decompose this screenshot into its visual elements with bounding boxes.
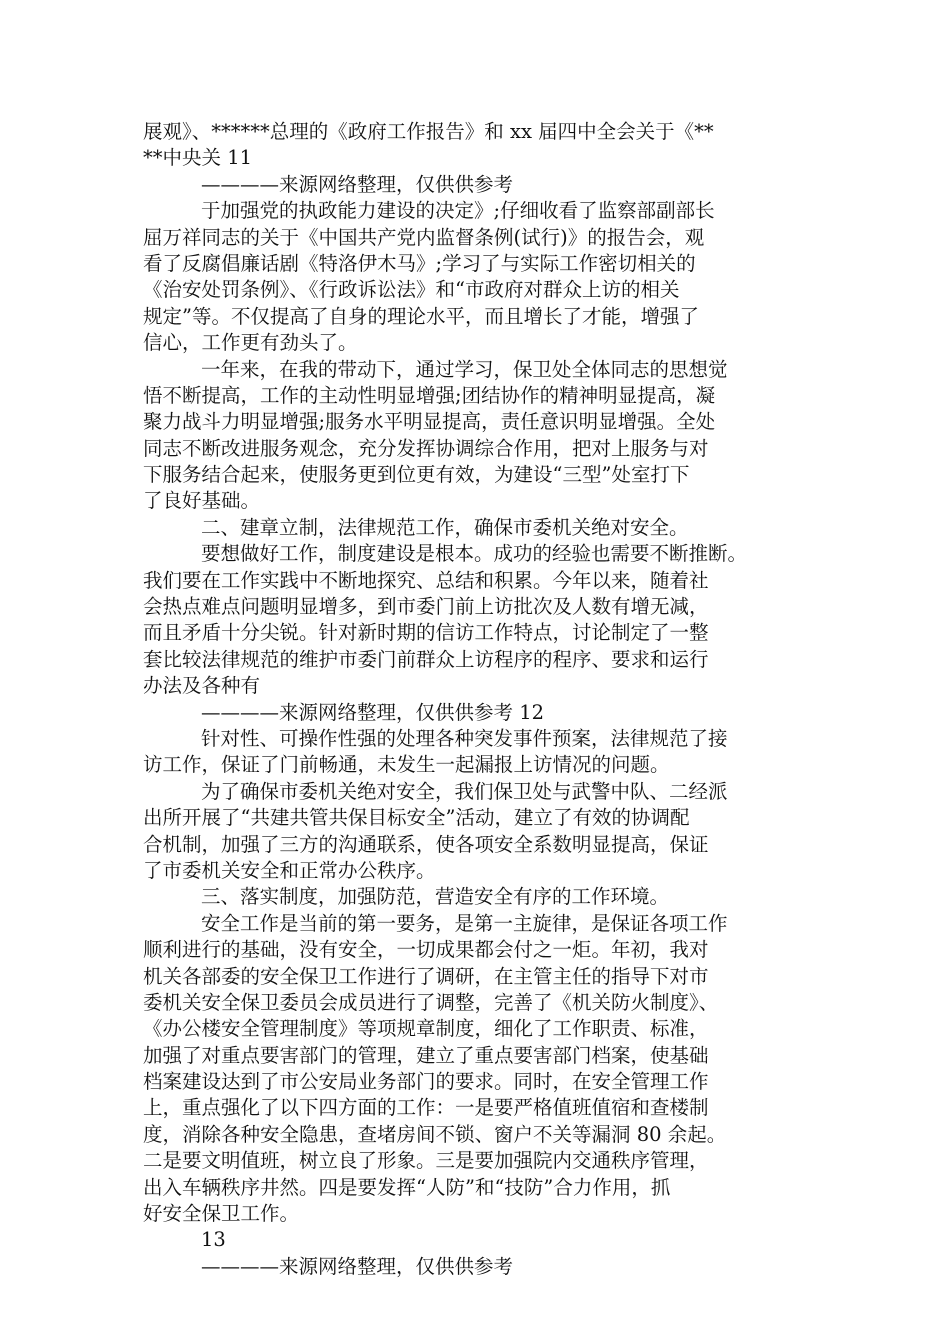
text-line: 三、落实制度，加强防范，营造安全有序的工作环境。 [201, 885, 670, 909]
text-line: 要想做好工作，制度建设是根本。成功的经验也需要不断推断。 [201, 542, 748, 566]
text-line: 上，重点强化了以下四方面的工作：一是要严格值班值宿和查楼制 [143, 1096, 709, 1120]
text-line: 展观》、******总理的《政府工作报告》和 xx 届四中全会关于《** [143, 120, 714, 143]
text-line: 安全工作是当前的第一要务，是第一主旋律，是保证各项工作 [201, 911, 728, 935]
text-line: 委机关安全保卫委员会成员进行了调整，完善了《机关防火制度》、 [143, 990, 719, 1014]
text-line: 顺利进行的基础，没有安全，一切成果都会付之一炬。年初，我对 [143, 938, 709, 962]
text-line: 于加强党的执政能力建设的决定》;仔细收看了监察部副部长 [201, 199, 715, 223]
text-line: 套比较法律规范的维护市委门前群众上访程序的程序、要求和运行 [143, 647, 709, 671]
text-line: ————来源网络整理，仅供供参考 [201, 172, 514, 196]
text-line: 聚力战斗力明显增强;服务水平明显提高，责任意识明显增强。全处 [143, 410, 716, 434]
text-line: 了市委机关安全和正常办公秩序。 [143, 858, 436, 882]
text-line: 屈万祥同志的关于《中国共产党内监督条例(试行)》的报告会，观 [143, 225, 705, 249]
text-line: 悟不断提高，工作的主动性明显增强;团结协作的精神明显提高，凝 [143, 383, 716, 407]
text-line: 《治安处罚条例》、《行政诉讼法》和“市政府对群众上访的相关 [143, 278, 680, 302]
text-line: 出入车辆秩序井然。四是要发挥“人防”和“技防”合力作用，抓 [143, 1175, 671, 1199]
text-line: 合机制，加强了三方的沟通联系，使各项安全系数明显提高，保证 [143, 832, 709, 856]
text-line: 二是要文明值班，树立良了形象。三是要加强院内交通秩序管理， [143, 1149, 709, 1173]
document-body [143, 119, 808, 1280]
text-line: 针对性、可操作性强的处理各种突发事件预案，法律规范了接 [201, 726, 728, 750]
text-line: 下服务结合起来，使服务更到位更有效，为建设“三型”处室打下 [143, 463, 690, 487]
text-line: 出所开展了“共建共管共保目标安全”活动，建立了有效的协调配 [143, 806, 690, 830]
text-line: 度，消除各种安全隐患，查堵房间不锁、窗户不关等漏洞 80 余起。 [143, 1122, 727, 1146]
text-line: 了良好基础。 [143, 489, 261, 513]
text-line: 一年来，在我的带动下，通过学习，保卫处全体同志的思想觉 [201, 357, 728, 381]
text-line: 二、建章立制，法律规范工作，确保市委机关绝对安全。 [201, 515, 689, 539]
text-line: ————来源网络整理，仅供供参考 12 [201, 700, 545, 724]
text-line: 加强了对重点要害部门的管理，建立了重点要害部门档案，使基础 [143, 1043, 709, 1067]
text-line: 会热点难点问题明显增多，到市委门前上访批次及人数有增无减， [143, 595, 709, 619]
text-line: 访工作，保证了门前畅通，未发生一起漏报上访情况的问题。 [143, 753, 670, 777]
text-line: 看了反腐倡廉话剧《特洛伊木马》;学习了与实际工作密切相关的 [143, 251, 696, 275]
text-line: 办法及各种有 [143, 674, 261, 698]
text-line: 为了确保市委机关绝对安全，我们保卫处与武警中队、二经派 [201, 779, 728, 803]
text-line: 好安全保卫工作。 [143, 1202, 300, 1226]
text-line: 我们要在工作实践中不断地探究、总结和积累。今年以来，随着社 [143, 568, 709, 592]
text-line: ————来源网络整理，仅供供参考 [201, 1254, 514, 1278]
text-line: 《办公楼安全管理制度》等项规章制度，细化了工作职责、标准， [143, 1017, 709, 1041]
text-line: 机关各部委的安全保卫工作进行了调研，在主管主任的指导下对市 [143, 964, 709, 988]
text-line: 13 [201, 1228, 226, 1252]
text-line: 而且矛盾十分尖锐。针对新时期的信访工作特点，讨论制定了一整 [143, 621, 709, 645]
text-line: 同志不断改进服务观念，充分发挥协调综合作用，把对上服务与对 [143, 436, 709, 460]
text-line: 信心，工作更有劲头了。 [143, 331, 358, 355]
text-line: **中央关 11 [143, 146, 253, 170]
text-line: 档案建设达到了市公安局业务部门的要求。同时，在安全管理工作 [143, 1070, 709, 1094]
text-line: 规定”等。不仅提高了自身的理论水平，而且增长了才能，增强了 [143, 304, 699, 328]
